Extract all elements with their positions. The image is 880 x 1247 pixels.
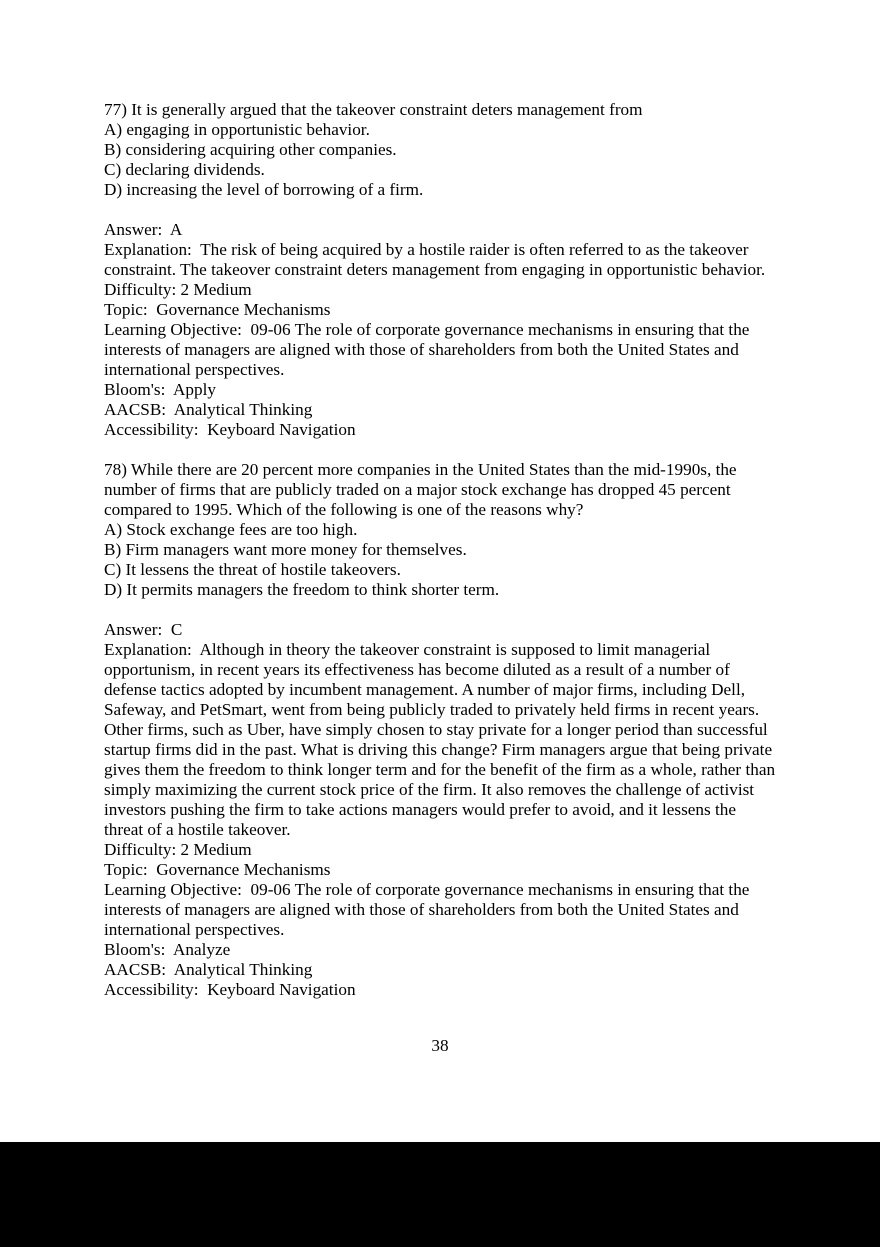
- viewer-background-bar: [0, 1142, 880, 1247]
- explanation-text: Explanation: Although in theory the takeover constraint is supposed to limit managerial opportunism, in recent years its effectiveness has become diluted as a result of a number of defense tactics adopted by incumbent management. A number of major firms, including Dell, Safeway, and PetSmart, went from being publicly traded to privately held firms in recent years. Other firms, such as Uber, have simply chosen to stay private for a longer period than successful startup firms did in the past. What is driving this change? Firm managers argue that being private gives them the freedom to think longer term and for the benefit of the firm as a whole, rather than simply maximizing the current stock price of the firm. It also removes the challenge of activist investors pushing the firm to take actions managers would prefer to avoid, and it lessens the threat of a hostile takeover.: [104, 640, 780, 839]
- answer-choice: A) engaging in opportunistic behavior.: [104, 120, 370, 139]
- spacer: [104, 600, 776, 620]
- difficulty-line: Difficulty: 2 Medium: [104, 840, 252, 859]
- answer-choice: C) declaring dividends.: [104, 160, 265, 179]
- page-footer: [0, 1036, 880, 1056]
- accessibility-line: Accessibility: Keyboard Navigation: [104, 980, 356, 999]
- spacer: [104, 200, 776, 220]
- difficulty-line: Difficulty: 2 Medium: [104, 280, 252, 299]
- question-stem: 77) It is generally argued that the takeover constraint deters management from: [104, 100, 643, 119]
- answer-choice: D) increasing the level of borrowing of a firm.: [104, 180, 424, 199]
- learning-objective-line: Learning Objective: 09-06 The role of corporate governance mechanisms in ensuring that the interests of managers are aligned with those of shareholders from both the United States and international perspectives.: [104, 880, 754, 939]
- question-block: [104, 100, 776, 440]
- topic-line: Topic: Governance Mechanisms: [104, 860, 331, 879]
- page-number: 38: [431, 1036, 449, 1055]
- answer-choice: D) It permits managers the freedom to think shorter term.: [104, 580, 500, 599]
- spacer: [104, 440, 776, 460]
- answer-choice: C) It lessens the threat of hostile takeovers.: [104, 560, 401, 579]
- answer-choice: B) Firm managers want more money for themselves.: [104, 540, 467, 559]
- explanation-text: Explanation: The risk of being acquired by a hostile raider is often referred to as the takeover constraint. The takeover constraint deters management from engaging in opportunistic behavior.: [104, 240, 766, 279]
- learning-objective-line: Learning Objective: 09-06 The role of corporate governance mechanisms in ensuring that the interests of managers are aligned with those of shareholders from both the United States and international perspectives.: [104, 320, 754, 379]
- aacsb-line: AACSB: Analytical Thinking: [104, 960, 313, 979]
- aacsb-line: AACSB: Analytical Thinking: [104, 400, 313, 419]
- answer-line: Answer: A: [104, 220, 183, 239]
- accessibility-line: Accessibility: Keyboard Navigation: [104, 420, 356, 439]
- answer-choice: A) Stock exchange fees are too high.: [104, 520, 358, 539]
- question-block: [104, 460, 780, 1000]
- topic-line: Topic: Governance Mechanisms: [104, 300, 331, 319]
- answer-line: Answer: C: [104, 620, 183, 639]
- question-stem: 78) While there are 20 percent more companies in the United States than the mid-1990s, the number of firms that are publicly traded on a major stock exchange has dropped 45 percent compared to 1995. Which of the following is one of the reasons why?: [104, 460, 741, 519]
- answer-choice: B) considering acquiring other companies.: [104, 140, 397, 159]
- blooms-line: Bloom's: Apply: [104, 380, 216, 399]
- blooms-line: Bloom's: Analyze: [104, 940, 231, 959]
